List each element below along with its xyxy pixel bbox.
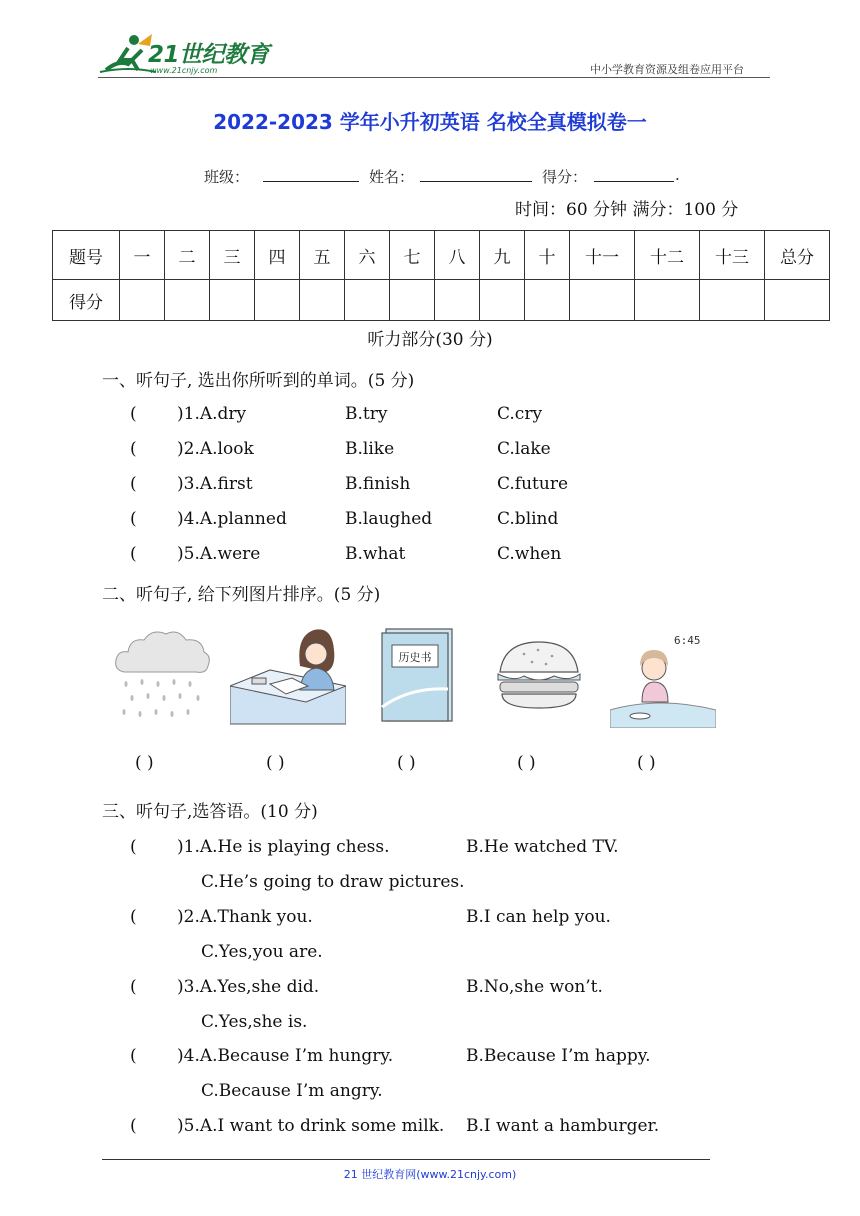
- class-label: 班级：: [204, 168, 250, 186]
- option-c: C.Yes,you are.: [201, 942, 323, 962]
- option-b: B.try: [345, 404, 388, 424]
- score-cell[interactable]: [345, 280, 390, 321]
- option-a: )1.A.dry: [177, 404, 247, 424]
- option-a: )5.A.were: [177, 544, 261, 564]
- section-2-heading: 二、听句子, 给下列图片排序。(5 分): [102, 585, 381, 605]
- listening-title: 听力部分(30 分): [367, 330, 493, 350]
- table-header-cell: 九: [480, 231, 525, 280]
- option-b: B.No,she won’t.: [466, 977, 603, 997]
- answer-paren[interactable]: (: [130, 544, 137, 564]
- score-cell[interactable]: [700, 280, 765, 321]
- option-a: )5.A.I want to drink some milk.: [177, 1116, 445, 1136]
- clock-text: 6:45: [674, 634, 701, 647]
- answer-paren[interactable]: (: [130, 907, 137, 927]
- table-header-cell: 五: [300, 231, 345, 280]
- option-a: )1.A.He is playing chess.: [177, 837, 390, 857]
- option-b: B.He watched TV.: [466, 837, 619, 857]
- order-paren[interactable]: ( ): [517, 753, 536, 773]
- order-paren[interactable]: ( ): [637, 753, 656, 773]
- score-cell[interactable]: [120, 280, 165, 321]
- answer-paren[interactable]: (: [130, 977, 137, 997]
- table-header-cell: 三: [210, 231, 255, 280]
- girl-writing-icon: [230, 626, 346, 726]
- score-cell[interactable]: [765, 280, 830, 321]
- option-a: )4.A.planned: [177, 509, 287, 529]
- option-c: C.future: [497, 474, 569, 494]
- option-b: B.like: [345, 439, 395, 459]
- footer-divider: [102, 1159, 710, 1160]
- score-cell[interactable]: [635, 280, 700, 321]
- option-c: C.He’s going to draw pictures.: [201, 872, 465, 892]
- option-a: )3.A.first: [177, 474, 253, 494]
- platform-name: 中小学教育资源及组卷应用平台: [590, 63, 744, 76]
- score-cell[interactable]: [570, 280, 635, 321]
- score-table: [52, 230, 830, 321]
- logo-url: www.21cnjy.com: [150, 66, 218, 75]
- option-b: B.I want a hamburger.: [466, 1116, 660, 1136]
- score-tail: .: [675, 166, 680, 184]
- option-a: )3.A.Yes,she did.: [177, 977, 320, 997]
- table-header-cell: 总分: [765, 231, 830, 280]
- option-a: )2.A.Thank you.: [177, 907, 313, 927]
- table-header-cell: 六: [345, 231, 390, 280]
- score-cell[interactable]: [390, 280, 435, 321]
- class-field[interactable]: [263, 181, 359, 182]
- answer-paren[interactable]: (: [130, 1046, 137, 1066]
- order-paren[interactable]: ( ): [135, 753, 154, 773]
- section-3-heading: 三、听句子,选答语。(10 分): [102, 802, 318, 822]
- answer-paren[interactable]: (: [130, 474, 137, 494]
- time-info: 时间：60 分钟 满分：100 分: [515, 200, 739, 220]
- answer-paren[interactable]: (: [130, 404, 137, 424]
- table-header-cell: 四: [255, 231, 300, 280]
- score-field[interactable]: [594, 181, 674, 182]
- table-header-cell: 十一: [570, 231, 635, 280]
- logo-text: 21世纪教育: [148, 42, 270, 68]
- option-c: C.cry: [497, 404, 543, 424]
- order-paren[interactable]: ( ): [266, 753, 285, 773]
- order-paren[interactable]: ( ): [397, 753, 416, 773]
- header-divider: [98, 77, 770, 78]
- score-cell[interactable]: [525, 280, 570, 321]
- score-cell[interactable]: [210, 280, 255, 321]
- history-book-icon: [380, 627, 454, 723]
- name-field[interactable]: [420, 181, 532, 182]
- answer-paren[interactable]: (: [130, 1116, 137, 1136]
- table-header-cell: 八: [435, 231, 480, 280]
- rain-cloud-icon: [112, 626, 212, 724]
- footer-link[interactable]: 21 世纪教育网(www.21cnjy.com): [343, 1168, 517, 1181]
- name-label: 姓名：: [369, 168, 415, 186]
- score-cell[interactable]: [165, 280, 210, 321]
- answer-paren[interactable]: (: [130, 509, 137, 529]
- table-header-cell: 十三: [700, 231, 765, 280]
- table-header-cell: 得分: [53, 280, 120, 321]
- book-title-text: 历史书: [398, 651, 432, 664]
- table-header-cell: 十二: [635, 231, 700, 280]
- score-label: 得分：: [542, 168, 588, 186]
- option-b: B.Because I’m happy.: [466, 1046, 651, 1066]
- option-c: C.when: [497, 544, 562, 564]
- option-b: B.what: [345, 544, 406, 564]
- score-cell[interactable]: [300, 280, 345, 321]
- score-cell[interactable]: [255, 280, 300, 321]
- table-row: [53, 231, 830, 280]
- score-cell[interactable]: [435, 280, 480, 321]
- score-cell[interactable]: [480, 280, 525, 321]
- option-c: C.Yes,she is.: [201, 1012, 308, 1032]
- page-title: 2022-2023 学年小升初英语 名校全真模拟卷一: [213, 110, 647, 134]
- option-a: )4.A.Because I’m hungry.: [177, 1046, 394, 1066]
- table-header-cell: 二: [165, 231, 210, 280]
- hamburger-icon: [494, 638, 584, 712]
- option-b: B.I can help you.: [466, 907, 611, 927]
- option-a: )2.A.look: [177, 439, 254, 459]
- option-b: B.laughed: [345, 509, 433, 529]
- option-c: C.Because I’m angry.: [201, 1081, 383, 1101]
- girl-clock-icon: [610, 630, 716, 728]
- table-header-cell: 七: [390, 231, 435, 280]
- table-row: [53, 280, 830, 321]
- table-header-cell: 题号: [53, 231, 120, 280]
- table-header-cell: 十: [525, 231, 570, 280]
- section-1-heading: 一、听句子, 选出你所听到的单词。(5 分): [102, 371, 415, 391]
- option-c: C.blind: [497, 509, 559, 529]
- option-c: C.lake: [497, 439, 551, 459]
- option-b: B.finish: [345, 474, 411, 494]
- table-header-cell: 一: [120, 231, 165, 280]
- answer-paren[interactable]: (: [130, 837, 137, 857]
- answer-paren[interactable]: (: [130, 439, 137, 459]
